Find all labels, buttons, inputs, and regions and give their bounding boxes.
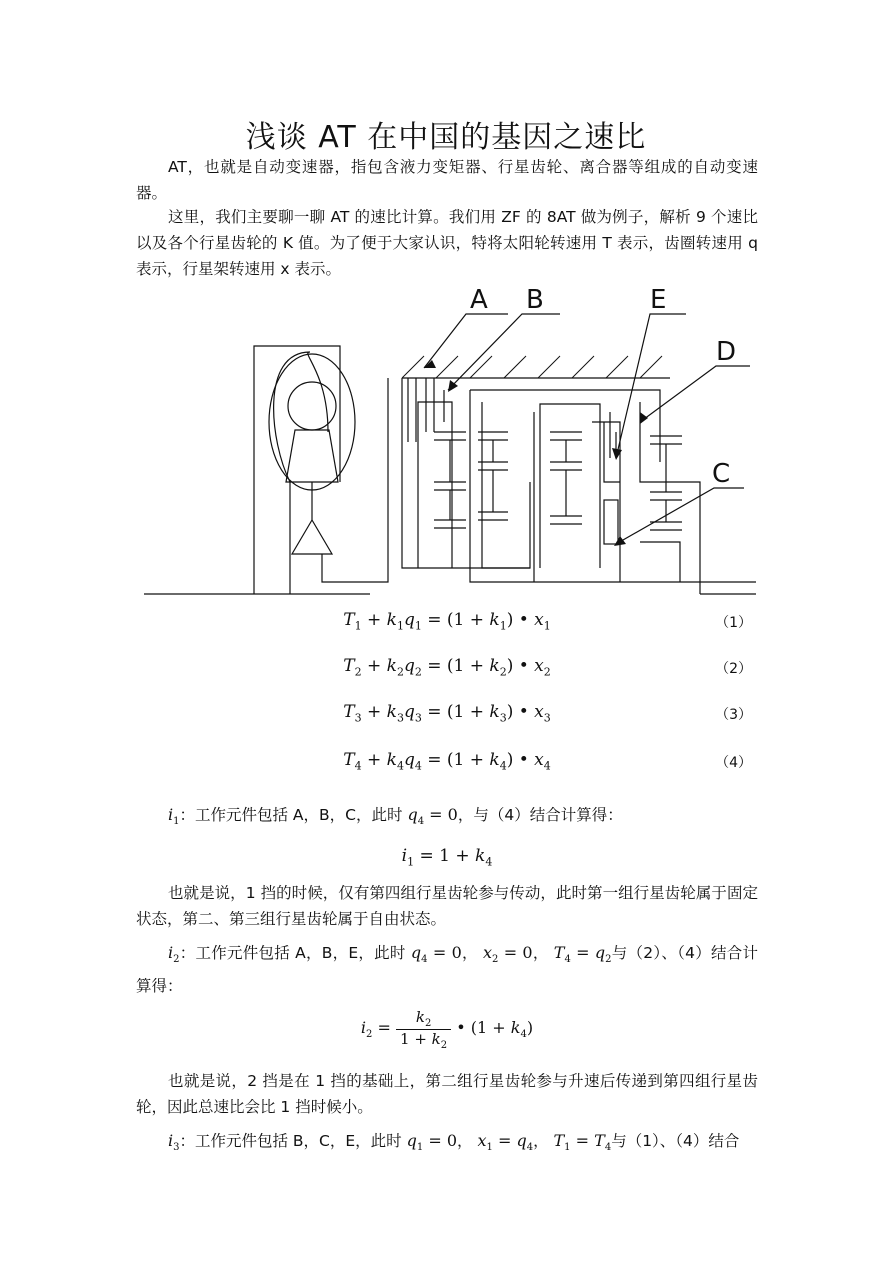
i2-explanation: 也就是说，2 挡是在 1 挡的基础上，第二组行星齿轮参与升速后传递到第四组行星齿轮，因此总速比会比 1 挡时候小。 [136,1072,758,1116]
equation-row-1 [136,610,758,640]
i1-paragraph: $i_1$：工作元件包括 A，B，C，此时 $q_4 = 0$，与（4）结合计算得： [168,805,623,828]
document-title: 浅谈 AT 在中国的基因之速比 [245,120,647,155]
method-paragraph: 这里，我们主要聊一聊 AT 的速比计算。我们用 ZF 的 8AT 做为例子，解析 9 个速比以及各个行星齿轮的 K 值。为了便于大家认识，特将太阳轮转速用 T 表示，齿圈转速用 q 表示，行星架转速用 x 表示。 [136,208,758,278]
label-clutch-a: A [470,285,488,315]
label-clutch-c: C [712,459,731,489]
i1-result: $i_1 = 1 + k_4$ [401,846,493,869]
label-clutch-d: D [716,337,737,367]
equation-number-2: （2） [715,661,752,677]
equation-row-2 [136,656,758,686]
equation-1: $T_1 + k_1q_1 = (1 + k_1)$ • $x_1$ [343,610,551,633]
equation-2: $T_2 + k_2q_2 = (1 + k_2)$ • $x_2$ [343,656,551,679]
equation-number-3: （3） [715,707,752,723]
equation-3: $T_3 + k_3q_3 = (1 + k_3)$ • $x_3$ [343,702,551,725]
equation-4: $T_4 + k_4q_4 = (1 + k_4)$ • $x_4$ [343,750,551,773]
equation-number-4: （4） [715,755,752,771]
i2-paragraph: $i_2$：工作元件包括 A，B，E，此时 $q_4 = 0$， $x_2 = 0$， $T_4 = q_2$与（2）、（4）结合计算得： [136,943,758,996]
transmission-schematic [140,282,760,602]
i3-paragraph: $i_3$：工作元件包括 B，C，E，此时 $q_1 = 0$， $x_1 = q_4$， $T_1 = T_4$与（1）、（4）结合 [168,1131,740,1154]
intro-paragraph: AT，也就是自动变速器，指包含液力变矩器、行星齿轮、离合器等组成的自动变速器。 [136,158,758,202]
i1-explanation: 也就是说，1 挡的时候，仅有第四组行星齿轮参与传动，此时第一组行星齿轮属于固定状态，第二、第三组行星齿轮属于自由状态。 [136,884,758,928]
equation-row-4 [136,750,758,780]
label-clutch-b: B [526,285,544,315]
i2-result: $i_2$ = $\frac{k_2}{1 + k_2}$ • $(1 + k_4)$ [360,1008,534,1051]
equation-number-1: （1） [715,615,752,631]
equation-row-3 [136,702,758,732]
label-clutch-e: E [650,285,667,315]
